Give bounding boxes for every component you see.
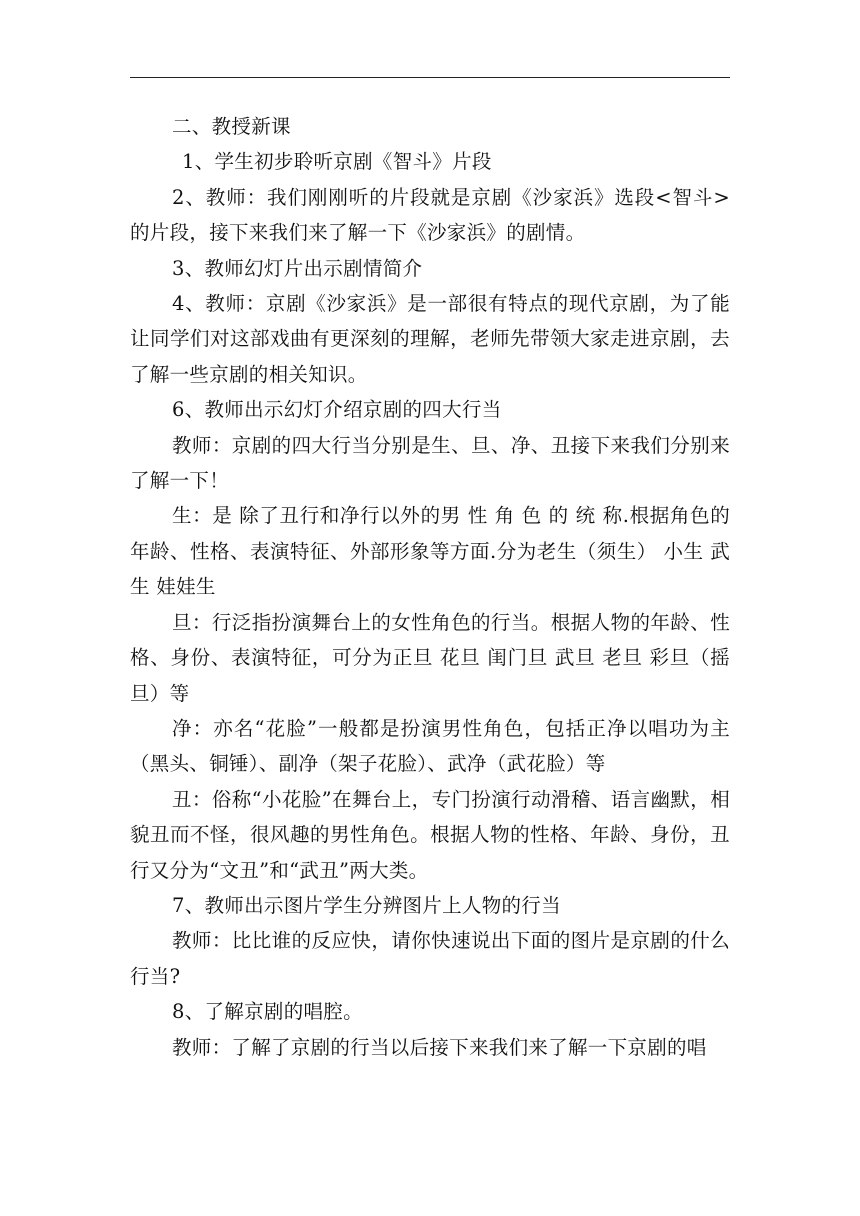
document-body (130, 109, 730, 1065)
paragraph-4: 4、教师：京剧《沙家浜》是一部很有特点的现代京剧，为了能让同学们对这部戏曲有更深刻的理解，老师先带领大家走进京剧，去了解一些京剧的相关知识。 (130, 292, 730, 386)
paragraph-dan: 旦：行泛指扮演舞台上的女性角色的行当。根据人物的年龄、性格、身份、表演特征，可分为正旦 花旦 闺门旦 武旦 老旦 彩旦（摇旦）等 (130, 610, 730, 705)
paragraph-6: 6、教师出示幻灯介绍京剧的四大行当 (172, 398, 502, 422)
paragraph-3: 3、教师幻灯片出示剧情简介 (172, 256, 423, 280)
paragraph-teacher-roles: 教师：京剧的四大行当分别是生、旦、净、丑接下来我们分别来了解一下！ (130, 433, 730, 493)
paragraph-teacher-quiz: 教师：比比谁的反应快，请你快速说出下面的图片是京剧的什么行当? (130, 929, 730, 988)
paragraph-8: 8、了解京剧的唱腔。 (172, 1000, 363, 1024)
header-rule (130, 77, 730, 78)
paragraph-chou: 丑：俗称“小花脸”在舞台上，专门扮演行动滑稽、语言幽默，相貌丑而不怪，很风趣的男性角色。根据人物的性格、年龄、身份，丑行又分为“文丑”和“武丑”两大类。 (130, 787, 730, 882)
paragraph-1: 1、学生初步聆听京剧《智斗》片段 (182, 150, 492, 174)
section-title: 二、教授新课 (172, 115, 291, 138)
paragraph-7: 7、教师出示图片学生分辨图片上人物的行当 (172, 893, 561, 917)
paragraph-sheng: 生：是 除了丑行和净行以外的男 性 角 色 的 统 称.根据角色的年龄、性格、表演特征、外部形象等方面.分为老生（须生） 小生 武生 娃娃生 (130, 504, 730, 599)
paragraph-jing: 净：亦名“花脸”一般都是扮演男性角色，包括正净以唱功为主（黑头、铜锤）、副净（架子花脸）、武净（武花脸）等 (130, 716, 730, 776)
paragraph-teacher-singing: 教师：了解了京剧的行当以后接下来我们来了解一下京剧的唱 (172, 1035, 707, 1059)
paragraph-2: 2、教师：我们刚刚听的片段就是京剧《沙家浜》选段<智斗>的片段，接下来我们来了解一下《沙家浜》的剧情。 (130, 185, 730, 245)
